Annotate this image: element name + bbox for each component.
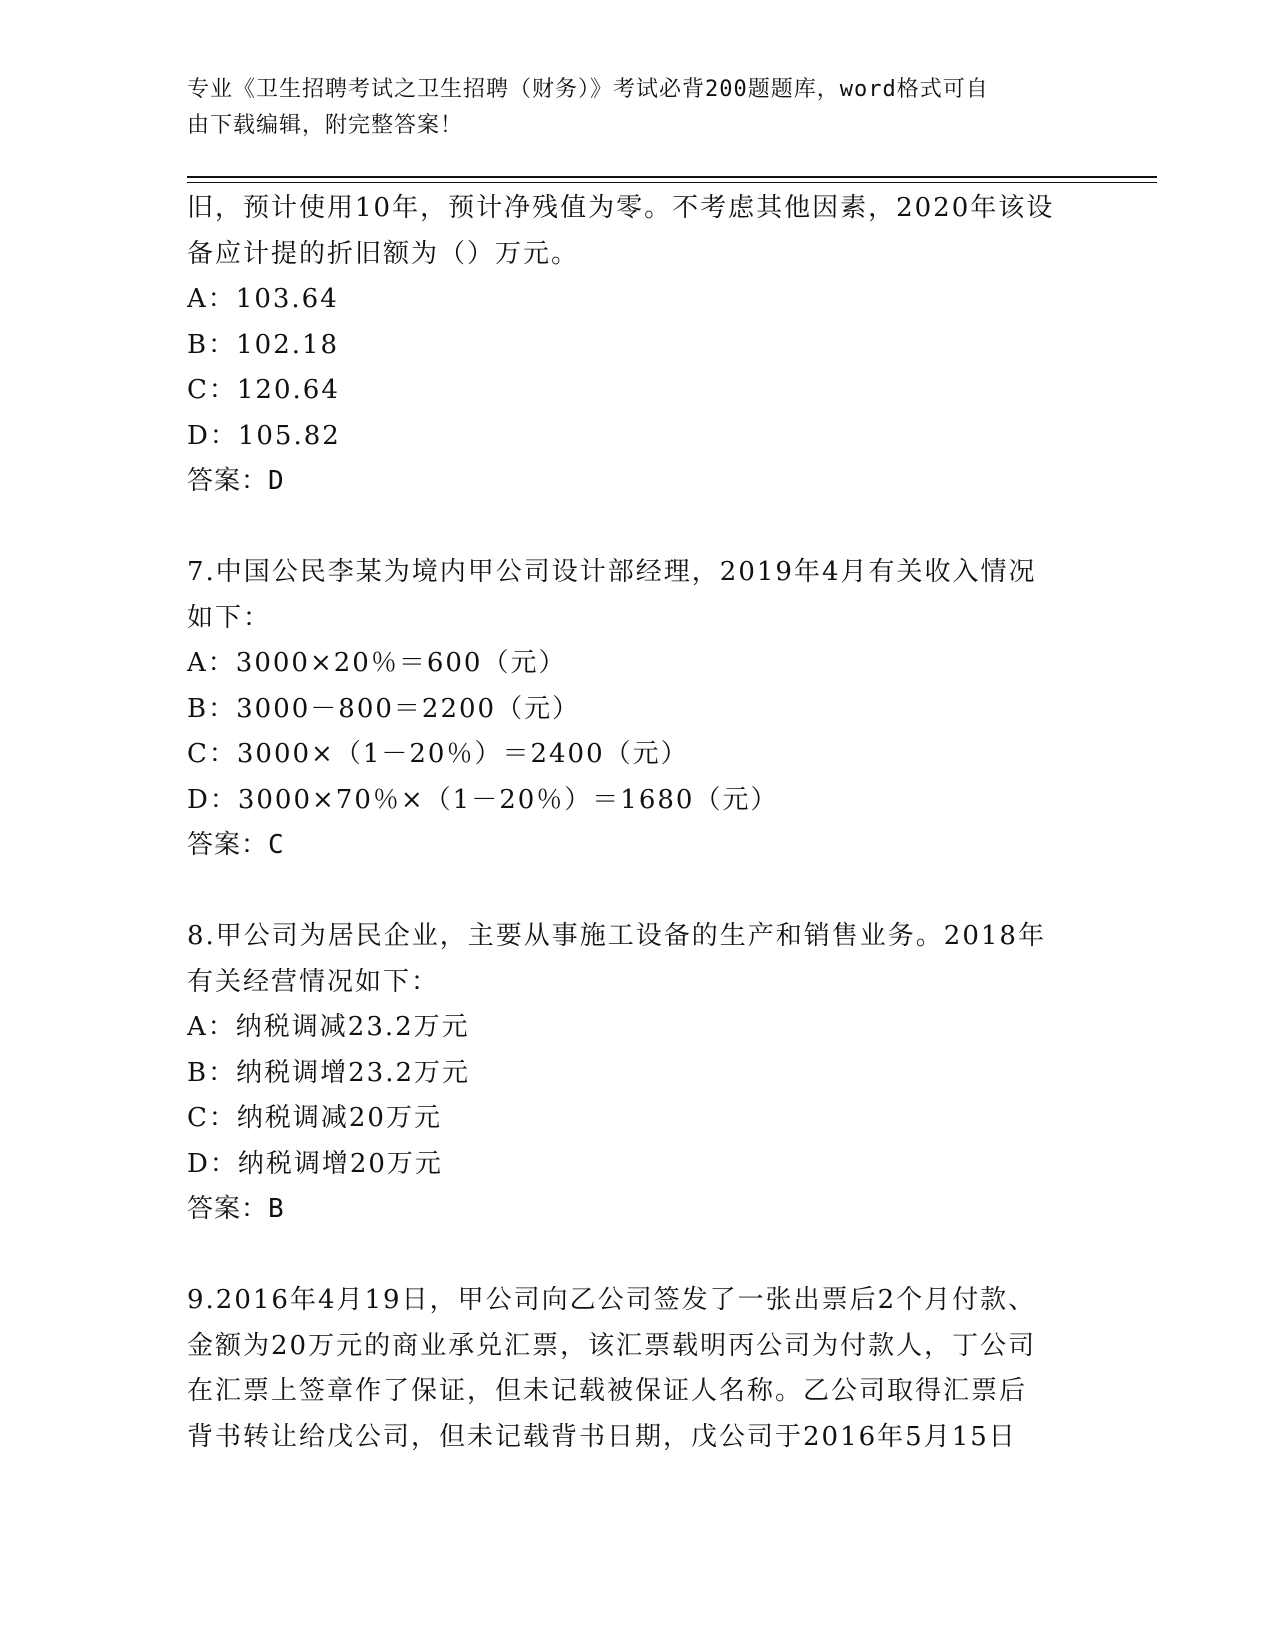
question-text-line: 旧，预计使用10年，预计净残值为零。不考虑其他因素，2020年该设 (187, 193, 1055, 223)
header-line-1: 专业《卫生招聘考试之卫生招聘（财务）》考试必背200题题库，word格式可自 (187, 77, 989, 102)
document-header (187, 72, 1087, 144)
option-c: C：纳税调减20万元 (187, 1103, 442, 1133)
option-a: A：纳税调减23.2万元 (187, 1012, 470, 1042)
option-c: C：120.64 (187, 375, 340, 405)
question-text-line: 有关经营情况如下： (187, 966, 440, 997)
option-d: D：纳税调增20万元 (187, 1148, 443, 1179)
header-line-2: 由下载编辑，附完整答案！ (187, 113, 464, 138)
answer-line: 答案：C (187, 830, 285, 860)
option-c: C：3000×（1－20％）＝2400（元） (187, 739, 689, 769)
document-body (187, 186, 1087, 1460)
question-text-line: 金额为20万元的商业承兑汇票，该汇票载明丙公司为付款人，丁公司 (187, 1330, 1037, 1361)
spacer (187, 505, 1087, 551)
question-7 (187, 550, 1087, 869)
question-text-line: 备应计提的折旧额为（）万元。 (187, 238, 580, 269)
question-text-line: 9.2016年4月19日，甲公司向乙公司签发了一张出票后2个月付款、 (187, 1285, 1037, 1315)
spacer (187, 869, 1087, 915)
option-d: D：105.82 (187, 420, 341, 451)
question-text-line: 在汇票上签章作了保证，但未记载被保证人名称。乙公司取得汇票后 (187, 1376, 1028, 1406)
question-9 (187, 1278, 1087, 1460)
question-text-line: 如下： (187, 602, 272, 633)
spacer (187, 1233, 1087, 1279)
option-d: D：3000×70％×（1－20％）＝1680（元） (187, 784, 779, 815)
option-b: B：102.18 (187, 329, 340, 360)
question-text-line: 7.中国公民李某为境内甲公司设计部经理，2019年4月有关收入情况 (187, 557, 1037, 587)
header-divider-thick (187, 176, 1157, 178)
header-divider-thin (187, 182, 1157, 183)
option-a: A：103.64 (187, 284, 339, 314)
question-6 (187, 186, 1087, 505)
answer-line: 答案：D (187, 466, 285, 496)
question-text-line: 背书转让给戊公司，但未记载背书日期，戊公司于2016年5月15日 (187, 1421, 1017, 1452)
answer-line: 答案：B (187, 1194, 285, 1224)
option-b: B：纳税调增23.2万元 (187, 1057, 470, 1088)
option-b: B：3000－800＝2200（元） (187, 693, 581, 724)
question-text-line: 8.甲公司为居民企业，主要从事施工设备的生产和销售业务。2018年 (187, 921, 1046, 951)
option-a: A：3000×20％＝600（元） (187, 648, 567, 678)
question-8 (187, 914, 1087, 1233)
